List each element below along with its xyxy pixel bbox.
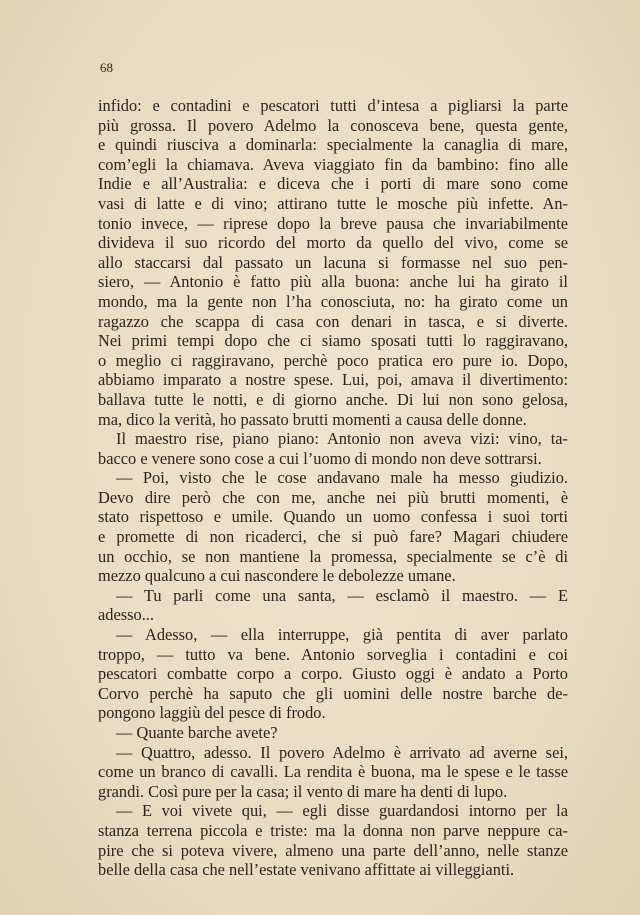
text-line: ballava tutte le notti, e di giorno anche. Di lui non sono gelosa, [98, 389, 568, 409]
text-line: e promette di non ricaderci, che si può fare? Magari chiudere [98, 527, 568, 547]
text-line: Devo dire però che con me, anche nei più brutti momenti, è [98, 487, 568, 507]
text-line: — Poi, visto che le cose andavano male ha messo giudizio. [116, 468, 568, 488]
text-line: Indie e all’Australia: e diceva che i porti di mare sono come [98, 174, 568, 194]
text-line: — Quattro, adesso. Il povero Adelmo è arrivato ad averne sei, [116, 742, 568, 762]
text-line: infido: e contadini e pescatori tutti d’intesa a pigliarsi la parte [98, 96, 568, 115]
text-line: allo staccarsi dal passato un lacuna si formasse nel suo pen- [98, 252, 568, 272]
text-line: ma, dico la verità, ho passato brutti momenti a causa delle donne. [98, 409, 527, 429]
text-line: ragazzo che scappa di casa con denari in tasca, e si diverte. [98, 311, 568, 331]
text-line: o meglio ci raggiravano, perchè poco pratica ero pure io. Dopo, [98, 350, 568, 370]
text-line: abbiamo imparato a nostre spese. Lui, poi, amava il divertimento: [98, 370, 568, 390]
text-line: pescatori combatte corpo a corpo. Giusto oggi è andato a Porto [98, 664, 568, 684]
text-line: stanza terrena piccola e triste: ma la donna non parve neppure ca- [98, 820, 568, 840]
text-line: belle della casa che nell’estate venivano affittate ai villeggianti. [98, 860, 515, 880]
text-line: un occhio, se non mantiene la promessa, specialmente se c’è di [98, 546, 568, 566]
text-line: Il maestro rise, piano piano: Antonio non aveva vizi: vino, ta- [116, 429, 568, 449]
text-line: tonio invece, — riprese dopo la breve pausa che invariabilmente [98, 213, 568, 233]
text-line: vasi di latte e di vino; attirano tutte le mosche più infette. An- [98, 193, 568, 213]
text-line: siero, — Antonio è fatto più alla buona: anche lui ha girato il [98, 272, 568, 292]
text-line: Nei primi tempi dopo che ci siamo sposati tutti lo raggiravano, [98, 331, 568, 351]
text-line: e quindi riusciva a dominarla: specialmente la canaglia di mare, [98, 135, 568, 155]
page-number: 68 [100, 60, 113, 75]
text-line: bacco e venere sono cose a cui l’uomo di mondo non deve sottrarsi. [98, 448, 542, 468]
text-line: come un branco di cavalli. La rendita è buona, ma le spese e le tasse [98, 762, 568, 782]
text-line: divideva il suo ricordo del morto da quello del vivo, come se [98, 233, 568, 253]
text-line: — E voi vivete qui, — egli disse guardandosi intorno per la [116, 801, 568, 821]
text-line: grandi. Così pure per la casa; il vento di mare ha denti di lupo. [98, 781, 508, 801]
text-line: — Tu parli come una santa, — esclamò il maestro. — E [116, 585, 568, 605]
text-line: troppo, — tutto va bene. Antonio sorveglia i contadini e coi [98, 644, 568, 664]
text-line: Corvo perchè ha saputo che gli uomini delle nostre barche de- [98, 683, 568, 703]
text-line: pire che si poteva vivere, almeno una parte dell’anno, nelle stanze [98, 840, 568, 860]
text-line: pongono laggiù del pesce di frodo. [98, 703, 326, 723]
text-line: più grossa. Il povero Adelmo la conosceva bene, questa gente, [98, 115, 568, 135]
text-line: stato rispettoso e umile. Quando un uomo confessa i suoi torti [98, 507, 568, 527]
body-text [98, 96, 568, 880]
text-line: — Quante barche avete? [116, 723, 278, 742]
text-line: adesso... [98, 605, 154, 625]
text-line: mezzo qualcuno a cui nascondere le debolezze umane. [98, 566, 456, 586]
text-line: mondo, ma la gente non l’ha conosciuta, no: ha girato come un [98, 291, 568, 311]
text-line: — Adesso, — ella interruppe, già pentita di aver parlato [116, 625, 568, 645]
text-line: com’egli la chiamava. Aveva viaggiato fin da bambino: fino alle [98, 154, 568, 174]
